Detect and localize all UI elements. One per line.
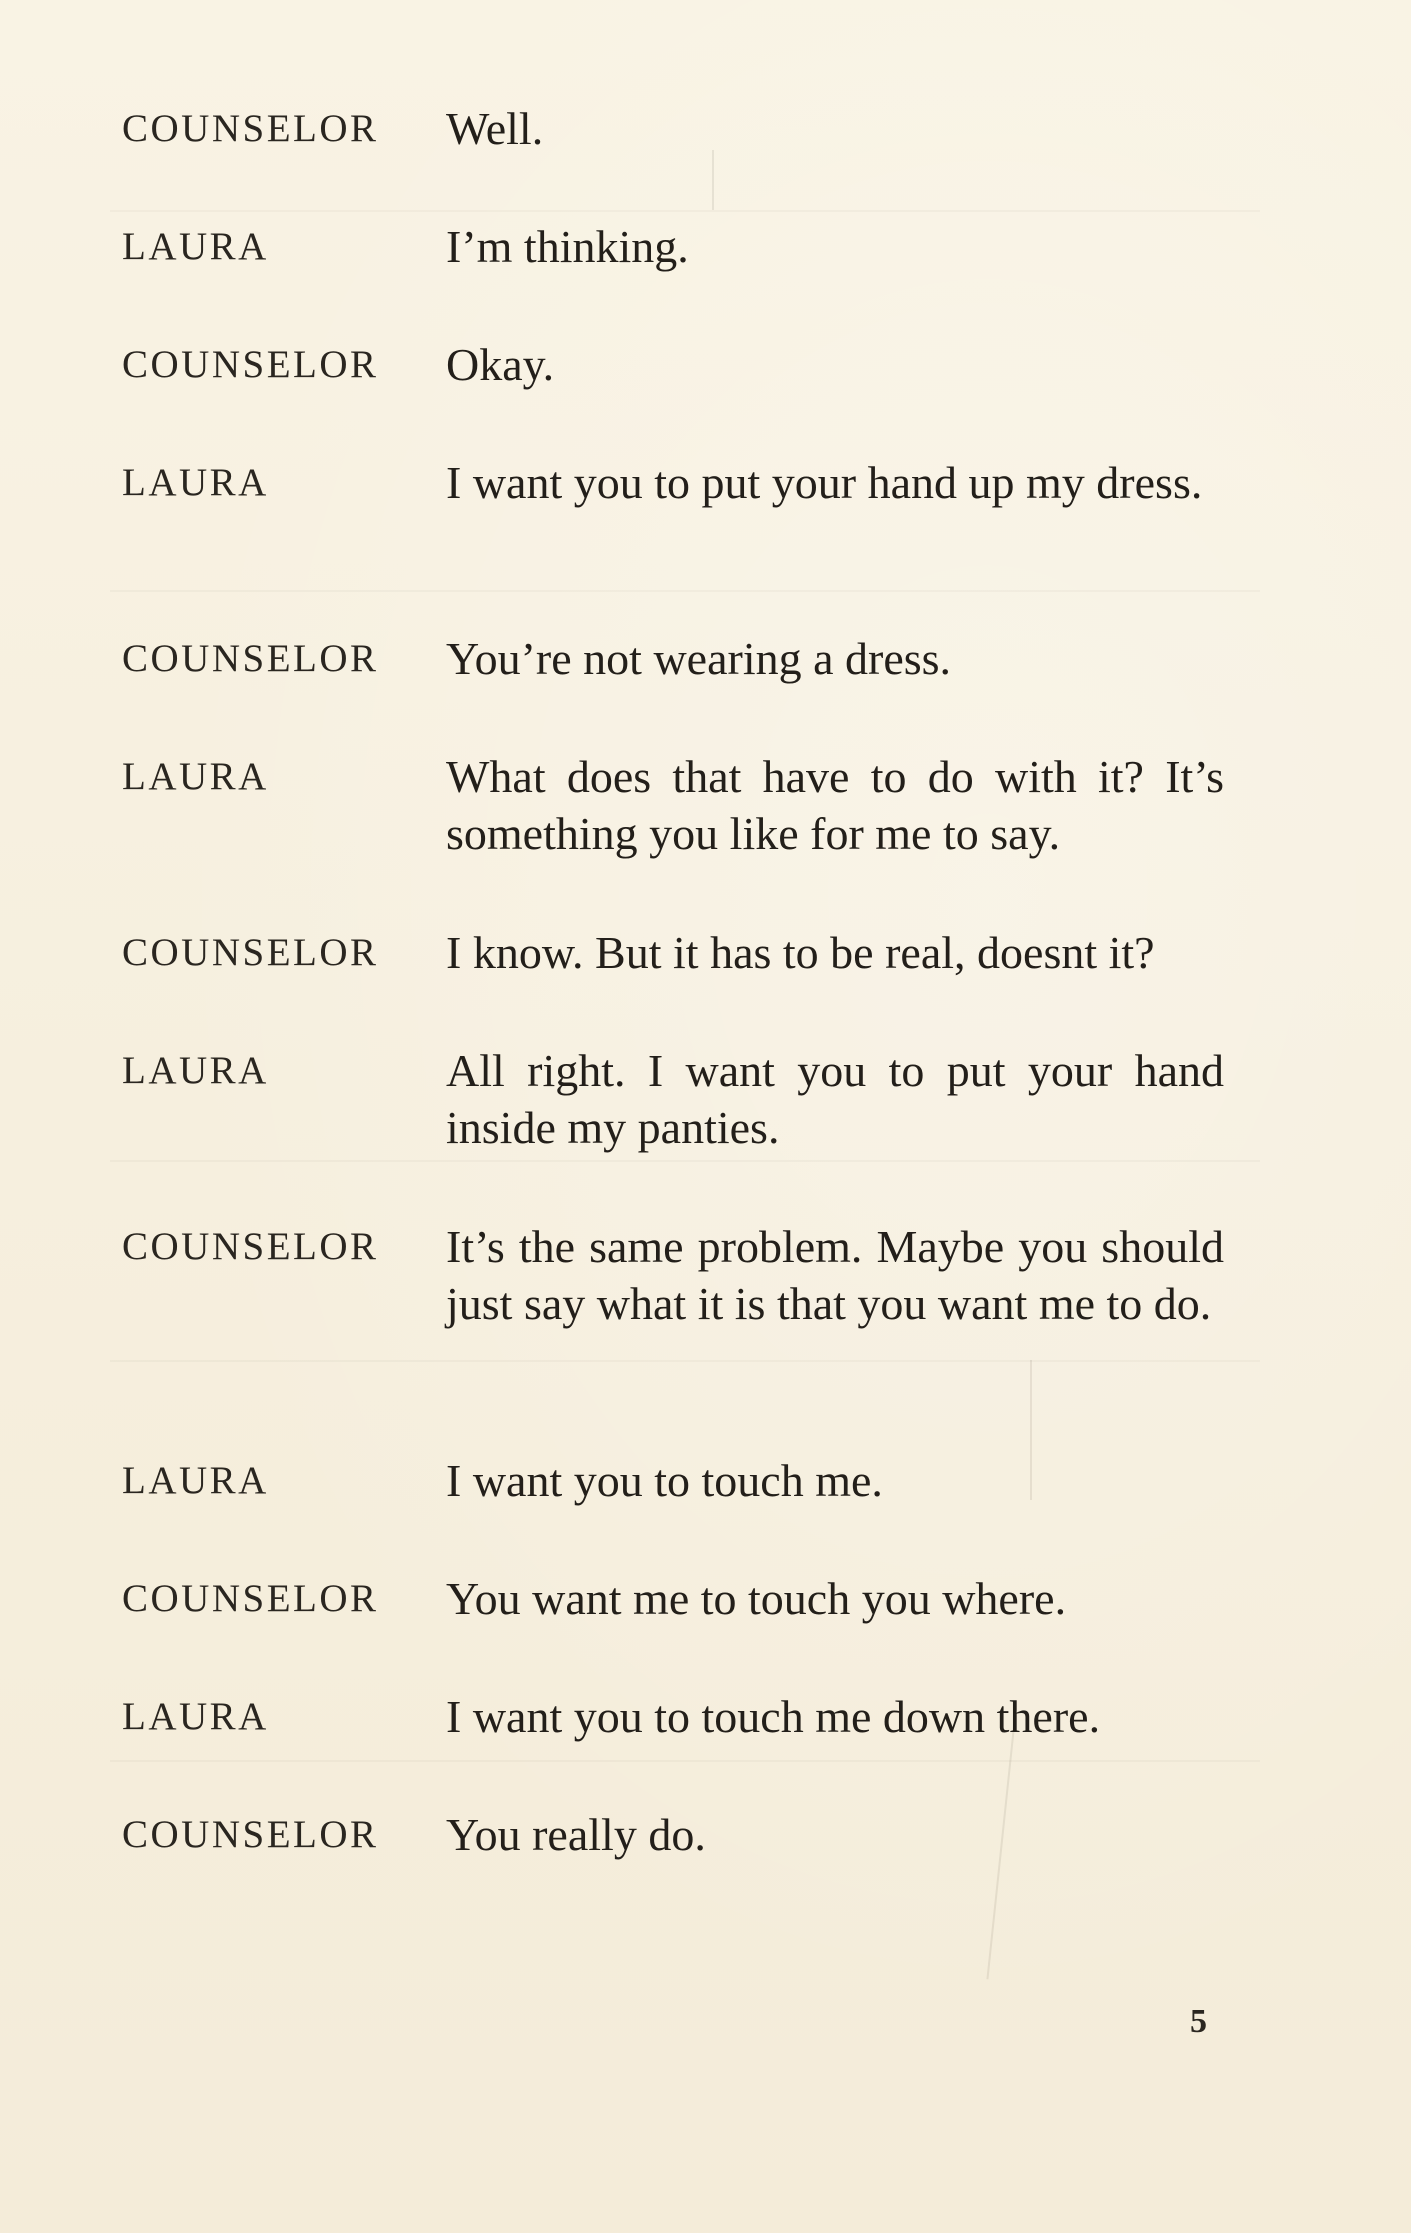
page-number: 5 <box>1190 2003 1207 2040</box>
speaker-name: COUNSELOR <box>122 931 379 974</box>
speech-text: I’m thinking. <box>446 221 689 272</box>
speech-text: I want you to touch me down there. <box>446 1691 1101 1742</box>
bleed-through-line <box>110 590 1260 592</box>
bleed-through-line <box>110 210 1260 212</box>
speaker-name: LAURA <box>122 1695 269 1738</box>
bleed-through-line <box>110 1360 1260 1362</box>
speech-text: I want you to put your hand up my dress. <box>446 457 1203 508</box>
speech-text: It’s the same problem. Maybe you should just say what it is that you want me to do. <box>446 1221 1224 1329</box>
speaker-name: COUNSELOR <box>122 637 379 680</box>
speaker-name: COUNSELOR <box>122 343 379 386</box>
speaker-name: LAURA <box>122 225 269 268</box>
speech-text: You want me to touch you where. <box>446 1573 1067 1624</box>
speech-text: You really do. <box>446 1809 706 1860</box>
bleed-through-line <box>110 1160 1260 1162</box>
speaker-name: COUNSELOR <box>122 1225 379 1268</box>
speech-text: I want you to touch me. <box>446 1455 883 1506</box>
paper-crease <box>712 150 714 210</box>
speaker-name: COUNSELOR <box>122 107 379 150</box>
speaker-name: COUNSELOR <box>122 1577 379 1620</box>
speech-text: Okay. <box>446 339 555 390</box>
speaker-name: LAURA <box>122 1049 269 1092</box>
speech-text: You’re not wearing a dress. <box>446 633 952 684</box>
speech-text: I know. But it has to be real, doesnt it? <box>446 927 1155 978</box>
speaker-name: LAURA <box>122 755 269 798</box>
speech-text: Well. <box>446 103 544 154</box>
speech-text: All right. I want you to put your hand inside my panties. <box>446 1045 1224 1153</box>
speech-text: What does that have to do with it? It’s something you like for me to say. <box>446 751 1224 859</box>
speaker-name: LAURA <box>122 461 269 504</box>
bleed-through-line <box>110 1760 1260 1762</box>
speaker-name: LAURA <box>122 1459 269 1502</box>
speaker-name: COUNSELOR <box>122 1813 379 1856</box>
